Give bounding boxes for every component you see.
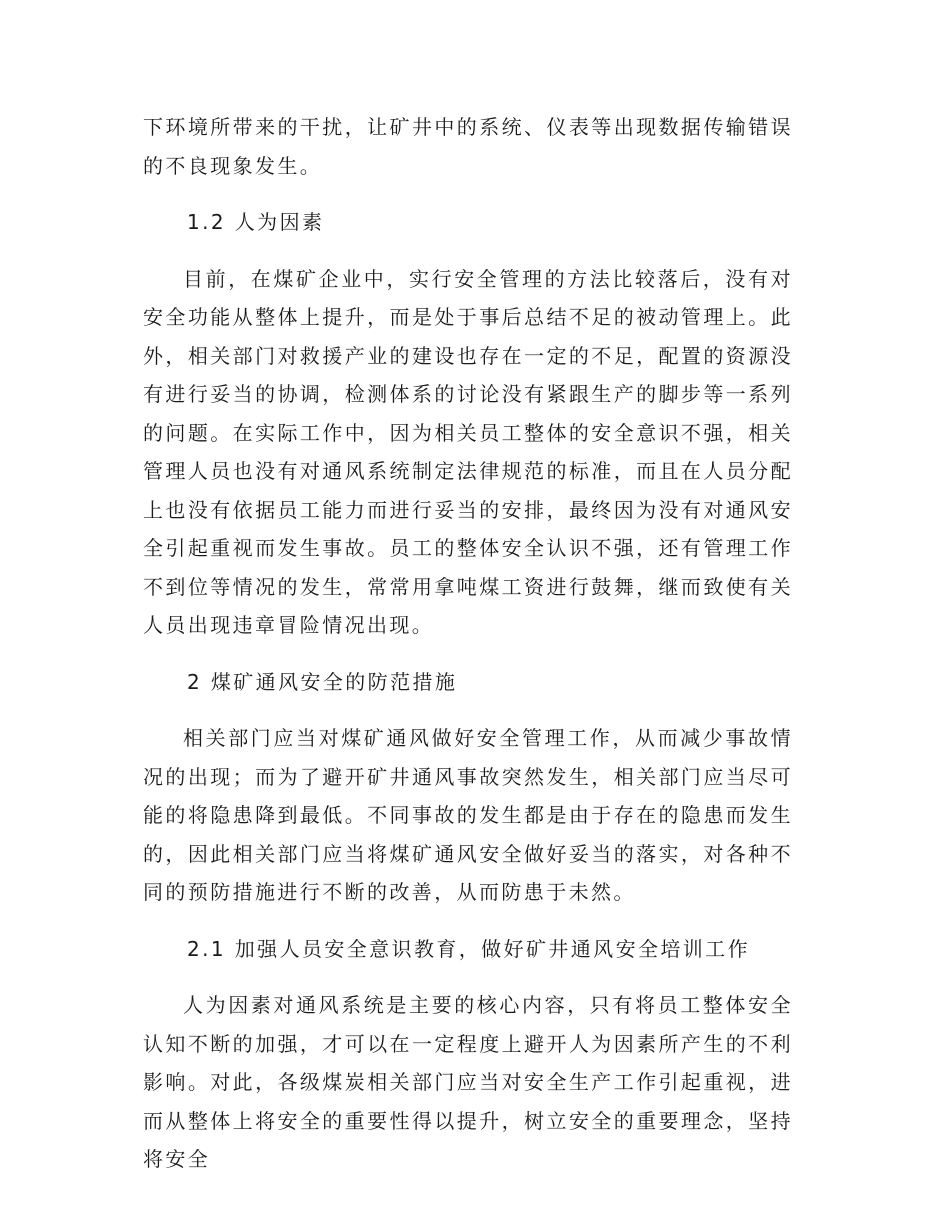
section-heading-2-1: 2.1 加强人员安全意识教育，做好矿井通风安全培训工作 — [187, 936, 750, 961]
paragraph-human-factors: 目前，在煤矿企业中，实行安全管理的方法比较落后，没有对安全功能从整体上提升，而是处于事后总结不足的被动管理上。此外，相关部门对救援产业的建设也存在一定的不足，配置的资源没有进行妥当的协调，检测体系的讨论没有紧跟生产的脚步等一系列的问题。在实际工作中，因为相关员工整体的安全意识不强，相关管理人员也没有对通风系统制定法律规范的标准，而且在人员分配上也没有依据员工能力而进行妥当的安排，最终因为没有对通风安全引起重视而发生事故。员工的整体安全认识不强，还有管理工作不到位等情况的发生，常常用拿吨煤工资进行鼓舞，继而致使有关人员出现违章冒险情况出现。 — [143, 266, 793, 637]
document-body — [143, 108, 793, 1197]
paragraph-safety-training: 人为因素对通风系统是主要的核心内容，只有将员工整体安全认知不断的加强，才可以在一定程度上避开人为因素所产生的不利影响。对此，各级煤炭相关部门应当对安全生产工作引起重视，进而从整体上将安全的重要性得以提升，树立安全的重要理念，坚持将安全 — [143, 993, 793, 1171]
paragraph-prevention-measures: 相关部门应当对煤矿通风做好安全管理工作，从而减少事故情况的出现；而为了避开矿井通风事故突然发生，相关部门应当尽可能的将隐患降到最低。不同事故的发生都是由于存在的隐患而发生的，因此相关部门应当将煤矿通风安全做好妥当的落实，对各种不同的预防措施进行不断的改善，从而防患于未然。 — [143, 726, 793, 904]
section-heading-1-2: 1.2 人为因素 — [187, 210, 325, 234]
section-heading-2: 2 煤矿通风安全的防范措施 — [187, 669, 458, 694]
paragraph-continuation: 下环境所带来的干扰，让矿井中的系统、仪表等出现数据传输错误的不良现象发生。 — [143, 115, 793, 178]
